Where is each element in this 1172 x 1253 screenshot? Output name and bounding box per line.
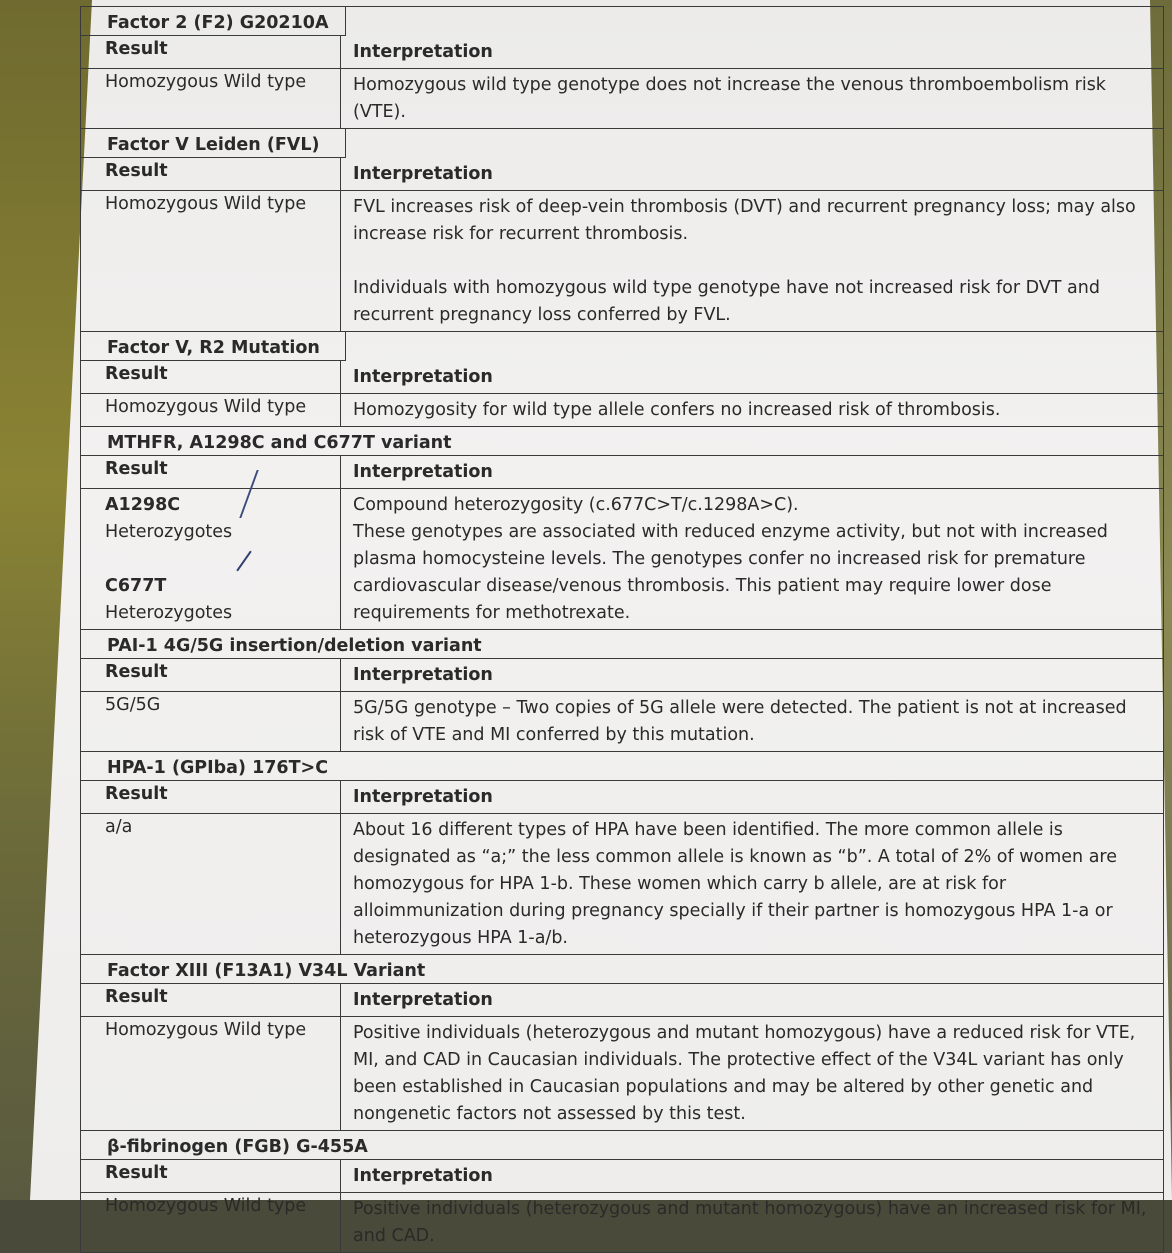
- section-title: Factor 2 (F2) G20210A: [81, 7, 346, 36]
- result-cell: [81, 489, 341, 629]
- result-variant-label: A1298C: [105, 495, 181, 515]
- interpretation-header: Interpretation: [353, 164, 493, 184]
- result-header: Result: [81, 361, 341, 393]
- result-header: Result: [81, 1160, 341, 1192]
- interpretation-header: Interpretation: [353, 1166, 493, 1186]
- result-header: Result: [81, 781, 341, 813]
- result-header: Result: [81, 659, 341, 691]
- interpretation-header: Interpretation: [353, 462, 493, 482]
- table-header-row: [81, 36, 1163, 69]
- result-variant-label: C677T: [105, 576, 167, 596]
- interpretation-text: Homozygous wild type genotype does not increase the venous thromboembolism risk (VTE).: [353, 75, 1106, 122]
- result-header: Result: [81, 984, 341, 1016]
- table-row: [81, 692, 1163, 752]
- section-title: PAI-1 4G/5G insertion/deletion variant: [81, 630, 1163, 659]
- section-title: MTHFR, A1298C and C677T variant: [81, 427, 1163, 456]
- table-row: [81, 814, 1163, 955]
- table-header-row: [81, 361, 1163, 394]
- table-row: [81, 191, 1163, 332]
- section-title: HPA-1 (GPIba) 176T>C: [81, 752, 1163, 781]
- interpretation-text: Positive individuals (heterozygous and mutant homozygous) have a reduced risk for VTE, MI, and CAD in Caucasian individuals. The protective effect of the V34L variant has only been established in Caucasian populations and may be altered by other genetic and nongenetic factors not assessed by this test.: [353, 1023, 1136, 1124]
- result-value: 5G/5G: [81, 692, 341, 751]
- interpretation-text: Positive individuals (heterozygous and mutant homozygous) have an increased risk for MI, and CAD.: [353, 1199, 1147, 1246]
- table-header-row: [81, 984, 1163, 1017]
- result-header: Result: [81, 158, 341, 190]
- result-header: Result: [81, 36, 341, 68]
- interpretation-header: Interpretation: [353, 665, 493, 685]
- table-row: [81, 1193, 1163, 1253]
- section-title: Factor V Leiden (FVL): [81, 129, 346, 158]
- interpretation-text: About 16 different types of HPA have been identified. The more common allele is designated as “a;” the less common allele is known as “b”. A total of 2% of women are homozygous for HPA 1-b. These women which carry b allele, are at risk for alloimmunization during pregnancy specially if their partner is homozygous HPA 1-a or heterozygous HPA 1-a/b.: [353, 820, 1117, 948]
- report-table: [80, 6, 1164, 1253]
- interpretation-header: Interpretation: [353, 42, 493, 62]
- interpretation-text: Individuals with homozygous wild type genotype have not increased risk for DVT and recurrent pregnancy loss conferred by FVL.: [353, 278, 1100, 325]
- table-row: [81, 69, 1163, 129]
- table-header-row: [81, 158, 1163, 191]
- result-value: Heterozygotes: [105, 603, 233, 623]
- interpretation-text: Homozygosity for wild type allele confers no increased risk of thrombosis.: [353, 400, 1001, 420]
- interpretation-cell: [341, 489, 1163, 629]
- interpretation-text: FVL increases risk of deep-vein thrombosis (DVT) and recurrent pregnancy loss; may also increase risk for recurrent thrombosis.: [353, 197, 1136, 244]
- interpretation-text: These genotypes are associated with reduced enzyme activity, but not with increased plasma homocysteine levels. The genotypes confer no increased risk for premature cardiovascular disease/venous thrombosis. This patient may require lower dose requirements for methotrexate.: [353, 522, 1108, 623]
- section-title: Factor XIII (F13A1) V34L Variant: [81, 955, 1163, 984]
- table-header-row: [81, 781, 1163, 814]
- result-value: Homozygous Wild type: [81, 394, 341, 426]
- interpretation-header: Interpretation: [353, 990, 493, 1010]
- interpretation-header: Interpretation: [353, 787, 493, 807]
- result-header: Result: [81, 456, 341, 488]
- interpretation-cell: [341, 191, 1163, 331]
- result-value: Homozygous Wild type: [81, 191, 341, 331]
- result-value: Homozygous Wild type: [81, 69, 341, 128]
- interpretation-text: 5G/5G genotype – Two copies of 5G allele were detected. The patient is not at increased risk of VTE and MI conferred by this mutation.: [353, 698, 1127, 745]
- interpretation-header: Interpretation: [353, 367, 493, 387]
- table-row: [81, 394, 1163, 427]
- section-title: β-fibrinogen (FGB) G-455A: [81, 1131, 1163, 1160]
- table-header-row: [81, 456, 1163, 489]
- table-header-row: [81, 1160, 1163, 1193]
- table-header-row: [81, 659, 1163, 692]
- table-row: [81, 1017, 1163, 1131]
- result-value: Homozygous Wild type: [81, 1193, 341, 1252]
- interpretation-text: Compound heterozygosity (c.677C>T/c.1298A>C).: [353, 495, 799, 515]
- result-value: a/a: [81, 814, 341, 954]
- result-value: Homozygous Wild type: [81, 1017, 341, 1130]
- section-title: Factor V, R2 Mutation: [81, 332, 346, 361]
- result-value: Heterozygotes: [105, 522, 233, 542]
